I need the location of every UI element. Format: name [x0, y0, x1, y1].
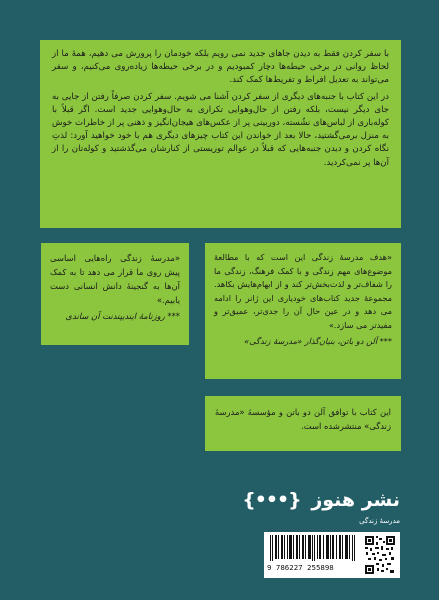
quote-attribution: *** روزنامهٔ ایندیپندنت آن ساندی — [65, 311, 180, 321]
publisher-mark-icon: {•••} — [242, 489, 301, 511]
series-name: مدرسهٔ زندگی — [359, 517, 400, 525]
description-paragraph-1: با سفر کردن فقط به دیدن جاهای جدید نمی رویم بلکه خودمان را پرورش می دهیم، همهٔ ما از لحاظ روانی در برخی حیطه‌ها دچار کمبودیم و در برخی حیطه‌ها زیاده‌روی می‌کنیم، و سفر می‌تواند به تعدیل افراط و تفریط‌ها کمک کند. — [52, 49, 389, 86]
publisher-name: نشر هنوز — [311, 489, 400, 511]
publisher-logo — [242, 487, 400, 513]
license-note: این کتاب با توافق آلن دو باتن و مؤسسهٔ «مدرسهٔ زندگی» منتشرشده است. — [215, 407, 391, 431]
license-note-box — [205, 396, 401, 451]
quote-text: «هدف مدرسهٔ زندگی این است که با مطالعهٔ موضوع‌های مهم زندگی و با کمک فرهنگ، زندگی ما را شفاف‌تر و لذت‌بخش‌تر کند و از ابهام‌هایش بکاهد. مجموعهٔ جدید کتاب‌های خودیاری این ژانر را ادامه می دهد و در عین حال آن را جدی‌تر، عمیق‌تر و مفیدتر می سازد.» — [214, 252, 392, 330]
quote-text: «مدرسهٔ زندگی راه‌هایی اساسی پیش روی ما قرار می دهد تا به کمک آن‌ها به گنجینهٔ دانش انسانی دست یابیم.» — [50, 253, 180, 305]
description-box — [40, 40, 401, 228]
quote-box-de-botton — [205, 243, 401, 379]
description-paragraph-2: در این کتاب با جنبه‌های دیگری از سفر کردن آشنا می شویم. سفر کردن صرفاً رفتن از جایی به جای دیگر نیست، بلکه رفتن از حال‌وهوایی تکراری به حال‌وهوایی جدید است. اگر قبلاً با کوله‌باری از لباس‌های نشُسته، دوربینی پر از عکس‌های هیجان‌انگیز و ذهنی پر از خاطرات خوش به منزل برمی‌گشتید، حالا بعد از خواندن این کتاب چیزهای دیگری هم با خود خواهید آورد: لذتِ نگاه کردن و دیدن جنبه‌هایی که قبلاً در عوالم توریستی از کنارشان می‌گذشتید و کوله‌تان را از آن‌ها پر نمی‌کردید. — [52, 91, 389, 168]
isbn-digits: 9 786227 255898 — [267, 563, 363, 572]
quote-attribution: *** آلن دو باتن، بنیان‌گذار «مدرسهٔ زندگی» — [244, 335, 392, 346]
qr-code-icon — [364, 535, 396, 575]
quote-box-independent — [41, 243, 189, 345]
